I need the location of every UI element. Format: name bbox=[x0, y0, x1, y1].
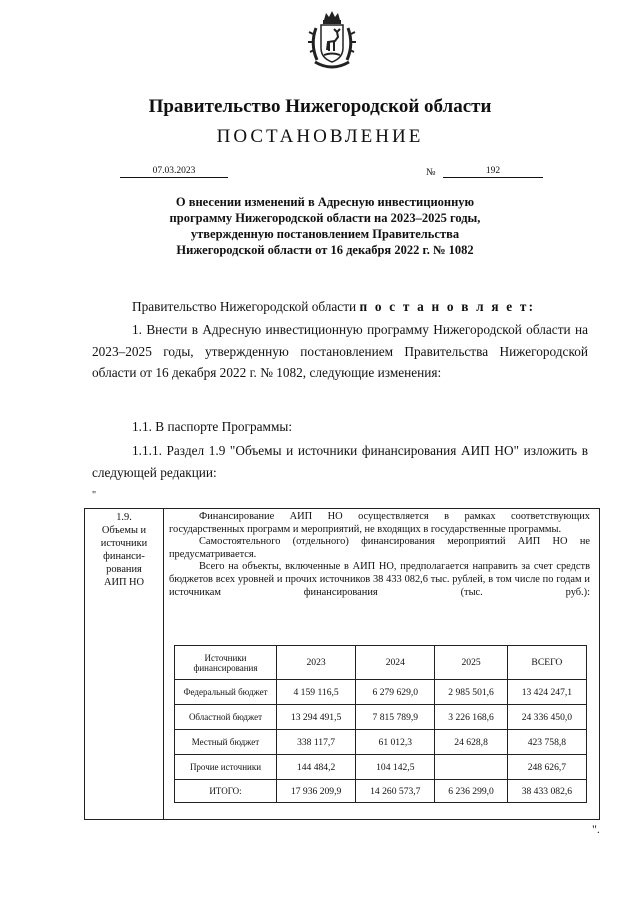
column-header: 2023 bbox=[277, 646, 356, 680]
government-title: Правительство Нижегородской области bbox=[148, 96, 492, 117]
label-line: рования bbox=[106, 564, 142, 575]
table-cell: 144 484,2 bbox=[277, 755, 356, 780]
table-cell: 14 260 573,7 bbox=[356, 780, 435, 803]
intro-paragraph bbox=[92, 296, 588, 318]
label-line: 1.9. bbox=[116, 512, 132, 523]
document-subject bbox=[120, 194, 530, 258]
table-cell: 4 159 116,5 bbox=[277, 680, 356, 705]
column-header: ВСЕГО bbox=[507, 646, 586, 680]
table-cell: Прочие источники bbox=[175, 755, 277, 780]
table-cell: 338 117,7 bbox=[277, 730, 356, 755]
section-content bbox=[169, 511, 590, 599]
table-cell: 61 012,3 bbox=[356, 730, 435, 755]
document-type: ПОСТАНОВЛЕНИЕ bbox=[216, 126, 424, 147]
column-header: Источники финансирования bbox=[175, 646, 277, 680]
section-paragraph: Финансирование АИП НО осуществляется в рамках соответствующих государственных программ и мероприятий, не входящих в государственные программы. bbox=[169, 511, 590, 535]
table-cell: 3 226 168,6 bbox=[435, 705, 507, 730]
paragraph-1-1: 1.1. В паспорте Программы: bbox=[132, 419, 293, 434]
column-header: 2025 bbox=[435, 646, 507, 680]
table-cell: 13 294 491,5 bbox=[277, 705, 356, 730]
table-cell: 423 758,8 bbox=[507, 730, 586, 755]
financing-table bbox=[174, 645, 587, 803]
paragraph-1-1-1: 1.1.1. Раздел 1.9 "Объемы и источники финансирования АИП НО" изложить в следующей редакции: bbox=[92, 443, 588, 480]
subject-line: Нижегородской области от 16 декабря 2022 г. № 1082 bbox=[176, 243, 474, 257]
open-quote: " bbox=[92, 490, 97, 501]
section-paragraph: Самостоятельного (отдельного) финансирования мероприятий АИП НО не предусматривается. bbox=[169, 536, 590, 560]
subject-line: утвержденную постановлением Правительства bbox=[190, 227, 460, 241]
label-line: финанси- bbox=[103, 551, 145, 562]
table-row bbox=[175, 705, 587, 730]
table-row bbox=[175, 730, 587, 755]
table-row bbox=[175, 680, 587, 705]
subject-line: программу Нижегородской области на 2023–2025 годы, bbox=[169, 211, 481, 225]
table-cell bbox=[435, 755, 507, 780]
table-cell: Федеральный бюджет bbox=[175, 680, 277, 705]
table-cell: 24 628,8 bbox=[435, 730, 507, 755]
table-cell: 13 424 247,1 bbox=[507, 680, 586, 705]
document-date: 07.03.2023 bbox=[120, 166, 228, 178]
section-paragraph: Всего на объекты, включенные в АИП НО, предполагается направить за счет средств бюджетов всех уровней и прочих источников 38 433 082,6 тыс. рублей, в том числе по годам и источникам финансирования (тыс. руб.): bbox=[169, 561, 590, 598]
label-line: источники bbox=[100, 538, 148, 549]
column-header: 2024 bbox=[356, 646, 435, 680]
subject-line: О внесении изменений в Адресную инвестиционную bbox=[175, 195, 475, 209]
close-quote: ". bbox=[592, 822, 600, 836]
table-header-row bbox=[175, 646, 587, 680]
table-cell: 38 433 082,6 bbox=[507, 780, 586, 803]
number-label: № bbox=[426, 167, 436, 178]
table-row bbox=[175, 755, 587, 780]
label-line: АИП НО bbox=[103, 577, 145, 588]
table-cell: Областной бюджет bbox=[175, 705, 277, 730]
section-label bbox=[86, 511, 162, 589]
label-line: Объемы и bbox=[101, 525, 147, 536]
table-cell: 248 626,7 bbox=[507, 755, 586, 780]
table-cell: Местный бюджет bbox=[175, 730, 277, 755]
table-cell: 24 336 450,0 bbox=[507, 705, 586, 730]
table-cell: ИТОГО: bbox=[175, 780, 277, 803]
table-cell: 2 985 501,6 bbox=[435, 680, 507, 705]
document-number: 192 bbox=[443, 166, 543, 178]
table-cell: 104 142,5 bbox=[356, 755, 435, 780]
paragraph-1: 1. Внести в Адресную инвестиционную программу Нижегородской области на 2023–2025 годы, утвержденную постановлением Правительства Нижегородской области от 16 декабря 2022 г. № 1082, следующие изменения: bbox=[92, 322, 588, 380]
intro-text: Правительство Нижегородской области bbox=[132, 299, 360, 314]
decree-word: п о с т а н о в л я е т: bbox=[359, 299, 536, 314]
table-cell: 6 236 299,0 bbox=[435, 780, 507, 803]
table-cell: 7 815 789,9 bbox=[356, 705, 435, 730]
table-total-row bbox=[175, 780, 587, 803]
coat-of-arms-emblem bbox=[307, 10, 357, 72]
table-cell: 6 279 629,0 bbox=[356, 680, 435, 705]
table-cell: 17 936 209,9 bbox=[277, 780, 356, 803]
